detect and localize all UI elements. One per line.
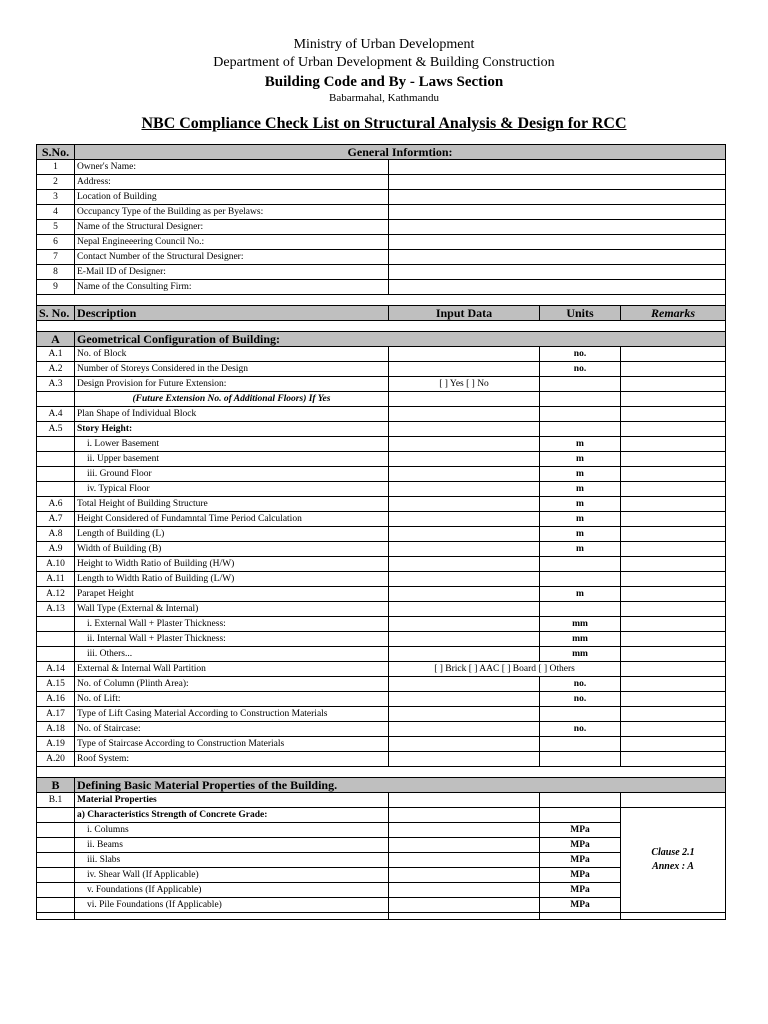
input-data-field[interactable]: [389, 587, 540, 602]
section-b-title: Defining Basic Material Properties of the Building.: [75, 778, 726, 793]
table-row: [37, 362, 726, 377]
input-data-field[interactable]: [389, 482, 540, 497]
description-label: Wall Type (External & Internal): [75, 602, 389, 617]
general-sno-header: S.No.: [37, 145, 75, 160]
section-b-code: B: [37, 778, 75, 793]
description-label: Type of Staircase According to Construction Materials: [75, 737, 389, 752]
general-input-field[interactable]: [389, 175, 726, 190]
description-label: ii. Upper basement: [75, 452, 389, 467]
table-row: [37, 295, 726, 306]
description-label: No. of Staircase:: [75, 722, 389, 737]
description-label: iii. Slabs: [75, 853, 389, 868]
table-row: [37, 737, 726, 752]
row-number: [37, 482, 75, 497]
table-row: [37, 617, 726, 632]
unit-cell: [540, 407, 621, 422]
table-row: [37, 452, 726, 467]
description-label: ii. Internal Wall + Plaster Thickness:: [75, 632, 389, 647]
row-number: A.19: [37, 737, 75, 752]
unit-cell: m: [540, 467, 621, 482]
remarks-field[interactable]: [621, 617, 726, 632]
checklist-table: [36, 144, 726, 920]
remarks-field[interactable]: [621, 482, 726, 497]
table-row: [37, 332, 726, 347]
spacer-row: [37, 321, 726, 332]
general-label: Owner's Name:: [75, 160, 389, 175]
row-number: A.18: [37, 722, 75, 737]
column-header-input: Input Data: [389, 306, 540, 321]
remarks-field[interactable]: [621, 647, 726, 662]
row-number: A.11: [37, 572, 75, 587]
table-row: [37, 542, 726, 557]
general-info-header: General Informtion:: [75, 145, 726, 160]
unit-cell: m: [540, 587, 621, 602]
description-label: No. of Lift:: [75, 692, 389, 707]
table-row: [37, 677, 726, 692]
unit-cell: m: [540, 482, 621, 497]
general-input-field[interactable]: [389, 250, 726, 265]
input-data-field[interactable]: [389, 362, 540, 377]
input-data-field[interactable]: [389, 883, 540, 898]
input-data-field[interactable]: [389, 692, 540, 707]
description-label: [75, 913, 389, 920]
description-label: Total Height of Building Structure: [75, 497, 389, 512]
table-row: [37, 722, 726, 737]
general-input-field[interactable]: [389, 205, 726, 220]
row-number: [37, 868, 75, 883]
description-label: Width of Building (B): [75, 542, 389, 557]
unit-cell: no.: [540, 347, 621, 362]
unit-cell: m: [540, 512, 621, 527]
table-row: [37, 321, 726, 332]
row-number: [37, 853, 75, 868]
unit-cell: [540, 377, 621, 392]
row-number: 8: [37, 265, 75, 280]
input-data-field[interactable]: [389, 512, 540, 527]
remarks-field: [621, 913, 726, 920]
row-number: A.2: [37, 362, 75, 377]
description-label: vi. Pile Foundations (If Applicable): [75, 898, 389, 913]
unit-cell: no.: [540, 362, 621, 377]
table-row: [37, 767, 726, 778]
general-label: Address:: [75, 175, 389, 190]
row-number: A.16: [37, 692, 75, 707]
input-data-field[interactable]: [389, 542, 540, 557]
column-header-sno: S. No.: [37, 306, 75, 321]
column-header-description: Description: [75, 306, 389, 321]
section-a-title: Geometrical Configuration of Building:: [75, 332, 726, 347]
unit-cell: [540, 557, 621, 572]
row-number: [37, 467, 75, 482]
row-number: A.15: [37, 677, 75, 692]
row-number: [37, 647, 75, 662]
general-label: E-Mail ID of Designer:: [75, 265, 389, 280]
remarks-field[interactable]: [621, 677, 726, 692]
table-row: [37, 280, 726, 295]
input-data-field[interactable]: [389, 632, 540, 647]
row-number: B.1: [37, 793, 75, 808]
clause-remark: [621, 808, 726, 913]
table-row: [37, 160, 726, 175]
general-label: Nepal Engineeering Council No.:: [75, 235, 389, 250]
table-row: [37, 190, 726, 205]
input-data-field[interactable]: [389, 572, 540, 587]
table-row: [37, 467, 726, 482]
row-number: A.7: [37, 512, 75, 527]
unit-cell: [540, 913, 621, 920]
unit-cell: [540, 737, 621, 752]
table-row: [37, 662, 726, 677]
location-heading: Babarmahal, Kathmandu: [329, 92, 439, 104]
input-data-field[interactable]: [389, 677, 540, 692]
unit-cell: mm: [540, 632, 621, 647]
input-data-field[interactable]: [389, 868, 540, 883]
unit-cell: [540, 572, 621, 587]
description-label: i. External Wall + Plaster Thickness:: [75, 617, 389, 632]
remarks-field[interactable]: [621, 752, 726, 767]
wall-partition-options[interactable]: [ ] Brick [ ] AAC [ ] Board [ ] Others: [389, 662, 621, 677]
table-row: [37, 647, 726, 662]
input-data-field[interactable]: [389, 497, 540, 512]
input-data-field[interactable]: [389, 823, 540, 838]
remarks-field[interactable]: [621, 662, 726, 677]
row-number: [37, 808, 75, 823]
general-label: Contact Number of the Structural Designer:: [75, 250, 389, 265]
input-data-field[interactable]: [389, 527, 540, 542]
description-label: v. Foundations (If Applicable): [75, 883, 389, 898]
concrete-grade-label: a) Characteristics Strength of Concrete Grade:: [75, 808, 389, 823]
table-row: [37, 347, 726, 362]
general-input-field[interactable]: [389, 220, 726, 235]
row-number: [37, 913, 75, 920]
input-data-field[interactable]: [389, 407, 540, 422]
row-number: A.13: [37, 602, 75, 617]
row-number: [37, 452, 75, 467]
description-label: ii. Beams: [75, 838, 389, 853]
input-data-field: [389, 808, 540, 823]
remarks-field[interactable]: [621, 602, 726, 617]
row-number: [37, 823, 75, 838]
table-row: [37, 793, 726, 808]
row-number: [37, 617, 75, 632]
spacer-row: [37, 767, 726, 778]
row-number: A.20: [37, 752, 75, 767]
general-input-field[interactable]: [389, 235, 726, 250]
unit-cell: MPa: [540, 898, 621, 913]
unit-cell: MPa: [540, 853, 621, 868]
remarks-field[interactable]: [621, 422, 726, 437]
unit-cell: no.: [540, 692, 621, 707]
general-input-field[interactable]: [389, 280, 726, 295]
table-row: [37, 707, 726, 722]
description-label: Length to Width Ratio of Building (L/W): [75, 572, 389, 587]
unit-cell: [540, 707, 621, 722]
general-label: Name of the Consulting Firm:: [75, 280, 389, 295]
unit-cell: [540, 752, 621, 767]
unit-cell: m: [540, 497, 621, 512]
general-label: Occupancy Type of the Building as per Byelaws:: [75, 205, 389, 220]
column-header-remarks: Remarks: [621, 306, 726, 321]
remarks-field[interactable]: [621, 572, 726, 587]
remarks-field[interactable]: [621, 737, 726, 752]
table-row: [37, 632, 726, 647]
remarks-field[interactable]: [621, 392, 726, 407]
description-label: iii. Ground Floor: [75, 467, 389, 482]
table-row: [37, 407, 726, 422]
table-row: [37, 752, 726, 767]
remarks-field[interactable]: [621, 587, 726, 602]
input-data-field[interactable]: [389, 452, 540, 467]
row-number: A.9: [37, 542, 75, 557]
description-label: Number of Storeys Considered in the Design: [75, 362, 389, 377]
input-data-field[interactable]: [389, 557, 540, 572]
remarks-field[interactable]: [621, 722, 726, 737]
table-row: [37, 422, 726, 437]
table-row: [37, 602, 726, 617]
remarks-field[interactable]: [621, 407, 726, 422]
clause-remark-line: Clause 2.1: [651, 847, 695, 858]
table-row: [37, 512, 726, 527]
material-properties-label: Material Properties: [75, 793, 389, 808]
row-number: [37, 838, 75, 853]
input-data-field[interactable]: [389, 422, 540, 437]
table-row: [37, 587, 726, 602]
remarks-field[interactable]: [621, 692, 726, 707]
row-number: A.14: [37, 662, 75, 677]
remarks-field[interactable]: [621, 707, 726, 722]
remarks-field[interactable]: [621, 557, 726, 572]
description-label: Parapet Height: [75, 587, 389, 602]
input-data-field[interactable]: [389, 617, 540, 632]
remarks-field[interactable]: [621, 362, 726, 377]
description-label: Type of Lift Casing Material According to Construction Materials: [75, 707, 389, 722]
table-row: [37, 306, 726, 321]
unit-cell: [540, 793, 621, 808]
remarks-field[interactable]: [621, 542, 726, 557]
unit-cell: m: [540, 542, 621, 557]
unit-cell: [540, 602, 621, 617]
unit-cell: no.: [540, 677, 621, 692]
unit-cell: MPa: [540, 823, 621, 838]
section-a-code: A: [37, 332, 75, 347]
table-row: [37, 497, 726, 512]
input-data-field[interactable]: [389, 838, 540, 853]
table-row: [37, 808, 726, 823]
unit-cell: m: [540, 452, 621, 467]
table-row: [37, 235, 726, 250]
remarks-field[interactable]: [621, 497, 726, 512]
table-row: [37, 572, 726, 587]
row-number: 7: [37, 250, 75, 265]
column-header-units: Units: [540, 306, 621, 321]
unit-cell: MPa: [540, 883, 621, 898]
unit-cell: mm: [540, 647, 621, 662]
table-row: [37, 392, 726, 407]
description-label: iii. Others...: [75, 647, 389, 662]
remarks-field[interactable]: [621, 632, 726, 647]
description-label: (Future Extension No. of Additional Floors) If Yes: [75, 392, 389, 407]
input-data-field[interactable]: [389, 467, 540, 482]
row-number: A.4: [37, 407, 75, 422]
unit-cell: no.: [540, 722, 621, 737]
unit-cell: MPa: [540, 838, 621, 853]
row-number: A.17: [37, 707, 75, 722]
annex-remark-line: Annex : A: [652, 861, 694, 872]
table-row: [37, 692, 726, 707]
row-number: 9: [37, 280, 75, 295]
unit-cell: [540, 422, 621, 437]
general-input-field[interactable]: [389, 160, 726, 175]
row-number: A.10: [37, 557, 75, 572]
table-row: [37, 557, 726, 572]
row-number: 2: [37, 175, 75, 190]
row-number: [37, 392, 75, 407]
row-number: [37, 898, 75, 913]
row-number: A.3: [37, 377, 75, 392]
table-row: [37, 220, 726, 235]
input-data-field[interactable]: [389, 392, 540, 407]
table-row: [37, 527, 726, 542]
row-number: [37, 883, 75, 898]
section-heading: Building Code and By - Laws Section: [264, 74, 504, 90]
input-data-field[interactable]: [389, 752, 540, 767]
unit-cell: [540, 808, 621, 823]
table-row: [37, 175, 726, 190]
row-number: A.8: [37, 527, 75, 542]
department-heading: Department of Urban Development & Building Construction: [213, 55, 555, 70]
remarks-field: [621, 793, 726, 808]
description-label: Roof System:: [75, 752, 389, 767]
row-number: 5: [37, 220, 75, 235]
description-label: Plan Shape of Individual Block: [75, 407, 389, 422]
input-data-field[interactable]: [389, 707, 540, 722]
input-data-field[interactable]: [389, 647, 540, 662]
description-label: Design Provision for Future Extension:: [75, 377, 389, 392]
general-label: Location of Building: [75, 190, 389, 205]
row-number: 6: [37, 235, 75, 250]
row-number: A.6: [37, 497, 75, 512]
unit-cell: [540, 392, 621, 407]
description-label: i. Lower Basement: [75, 437, 389, 452]
remarks-field[interactable]: [621, 527, 726, 542]
input-data-field[interactable]: [389, 722, 540, 737]
description-label: Height to Width Ratio of Building (H/W): [75, 557, 389, 572]
description-label: External & Internal Wall Partition: [75, 662, 389, 677]
description-label: i. Columns: [75, 823, 389, 838]
input-data-field[interactable]: [389, 602, 540, 617]
input-data-field[interactable]: [389, 853, 540, 868]
general-input-field[interactable]: [389, 265, 726, 280]
input-data-field[interactable]: [389, 737, 540, 752]
spacer-row: [37, 295, 726, 306]
remarks-field[interactable]: [621, 452, 726, 467]
row-number: A.5: [37, 422, 75, 437]
table-row: [37, 205, 726, 220]
row-number: 1: [37, 160, 75, 175]
remarks-field[interactable]: [621, 437, 726, 452]
table-row: [37, 377, 726, 392]
row-number: [37, 632, 75, 647]
description-label: iv. Shear Wall (If Applicable): [75, 868, 389, 883]
description-label: No. of Block: [75, 347, 389, 362]
unit-cell: m: [540, 437, 621, 452]
table-row: [37, 250, 726, 265]
description-label: Story Height:: [75, 422, 389, 437]
ministry-heading: Ministry of Urban Development: [293, 37, 475, 52]
input-data-field[interactable]: [389, 347, 540, 362]
description-label: No. of Column (Plinth Area):: [75, 677, 389, 692]
table-row: [37, 437, 726, 452]
row-number: A.1: [37, 347, 75, 362]
general-input-field[interactable]: [389, 190, 726, 205]
row-number: 3: [37, 190, 75, 205]
table-row: [37, 913, 726, 920]
description-label: iv. Typical Floor: [75, 482, 389, 497]
input-data-field: [389, 913, 540, 920]
future-extension-options[interactable]: [ ] Yes [ ] No: [389, 377, 540, 392]
table-row: [37, 265, 726, 280]
remarks-field[interactable]: [621, 512, 726, 527]
description-label: Length of Building (L): [75, 527, 389, 542]
row-number: A.12: [37, 587, 75, 602]
general-label: Name of the Structural Designer:: [75, 220, 389, 235]
input-data-field: [389, 793, 540, 808]
description-label: Height Considered of Fundamntal Time Period Calculation: [75, 512, 389, 527]
row-number: 4: [37, 205, 75, 220]
input-data-field[interactable]: [389, 437, 540, 452]
page-title: NBC Compliance Check List on Structural Analysis & Design for RCC: [141, 115, 627, 132]
remarks-field[interactable]: [621, 377, 726, 392]
unit-cell: mm: [540, 617, 621, 632]
remarks-field[interactable]: [621, 467, 726, 482]
input-data-field[interactable]: [389, 898, 540, 913]
remarks-field[interactable]: [621, 347, 726, 362]
row-number: [37, 437, 75, 452]
table-row: [37, 482, 726, 497]
unit-cell: MPa: [540, 868, 621, 883]
table-row: [37, 778, 726, 793]
unit-cell: m: [540, 527, 621, 542]
